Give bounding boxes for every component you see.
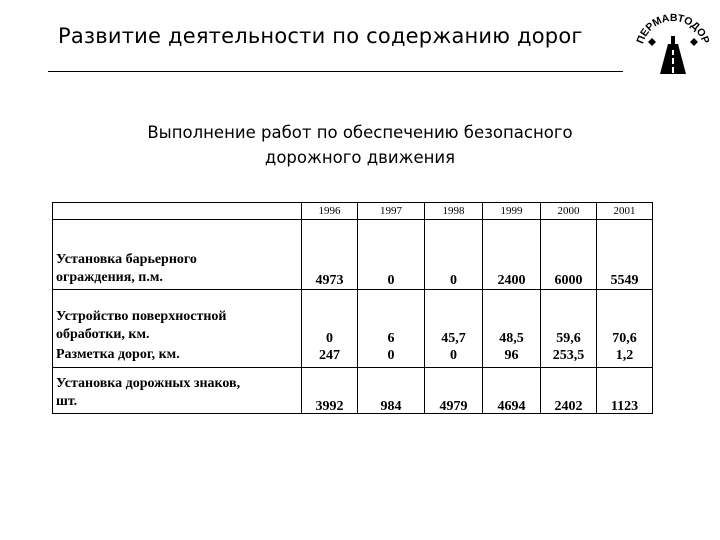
slide-title: Развитие деятельности по содержанию дорог xyxy=(58,24,583,48)
table-cell: 4694 xyxy=(497,399,526,414)
row-label-line: шт. xyxy=(56,394,78,409)
table-col-line xyxy=(596,202,597,414)
row-label-line: Установка барьерного xyxy=(56,252,197,267)
row-label-line: Устройство поверхностной xyxy=(56,309,227,324)
table-col-line xyxy=(424,202,425,414)
title-divider xyxy=(48,71,623,72)
table-col-line xyxy=(482,202,483,414)
table-cell: 96 xyxy=(504,348,519,363)
table-cell: 0 xyxy=(450,348,457,363)
table-col-line xyxy=(540,202,541,414)
year-header: 1996 xyxy=(318,205,341,217)
table-cell: 6000 xyxy=(554,273,583,288)
year-header: 1999 xyxy=(500,205,523,217)
row-label-line: Установка дорожных знаков, xyxy=(56,376,241,391)
table-col-line xyxy=(357,202,358,414)
table-cell: 0 xyxy=(326,331,333,346)
table-cell: 0 xyxy=(450,273,457,288)
table-row-line xyxy=(52,289,653,290)
year-header: 2000 xyxy=(557,205,580,217)
table-cell: 0 xyxy=(387,273,395,288)
table-cell: 4973 xyxy=(315,273,344,288)
row-label-road-marking xyxy=(56,346,180,364)
table-cell: 2400 xyxy=(497,273,526,288)
logo-text: ПЕРМАВТОДОР xyxy=(634,11,712,46)
row-label-line: Разметка дорог, км. xyxy=(56,347,180,362)
table-cell: 253,5 xyxy=(552,348,585,363)
table-border-top xyxy=(52,202,653,203)
row-label-line: ограждения, п.м. xyxy=(56,270,163,285)
table-cell: 2402 xyxy=(554,399,583,414)
table-cell: 5549 xyxy=(610,273,639,288)
row-label-line: обработки, км. xyxy=(56,327,150,342)
year-header: 2001 xyxy=(613,205,636,217)
table-cell: 1123 xyxy=(610,399,639,414)
table-cell: 3992 xyxy=(315,399,344,414)
table-cell: 6 xyxy=(387,331,395,346)
caption-line-1: Выполнение работ по обеспечению безопасного xyxy=(147,123,573,142)
table-row-line xyxy=(52,367,653,368)
table-border-right xyxy=(652,202,653,414)
table-border-left xyxy=(52,202,53,414)
works-table xyxy=(52,202,653,414)
permavtodor-logo xyxy=(630,2,716,88)
row-label-road-signs xyxy=(56,375,240,411)
table-cell: 70,6 xyxy=(612,331,637,346)
table-cell: 247 xyxy=(319,348,340,363)
table-cell: 984 xyxy=(380,399,402,414)
table-row-line xyxy=(52,219,653,220)
table-cell: 59,6 xyxy=(556,331,581,346)
table-cell: 48,5 xyxy=(499,331,524,346)
table-caption xyxy=(40,120,680,170)
table-cell: 4979 xyxy=(439,399,468,414)
row-label-surface-treatment xyxy=(56,308,227,344)
table-cell: 1,2 xyxy=(615,348,634,363)
table-col-line xyxy=(301,202,302,414)
caption-line-2: дорожного движения xyxy=(264,148,456,167)
table-cell: 0 xyxy=(387,348,395,363)
year-header: 1997 xyxy=(380,205,402,217)
table-cell: 45,7 xyxy=(441,331,466,346)
year-header: 1998 xyxy=(442,205,465,217)
row-label-barrier xyxy=(56,251,197,287)
